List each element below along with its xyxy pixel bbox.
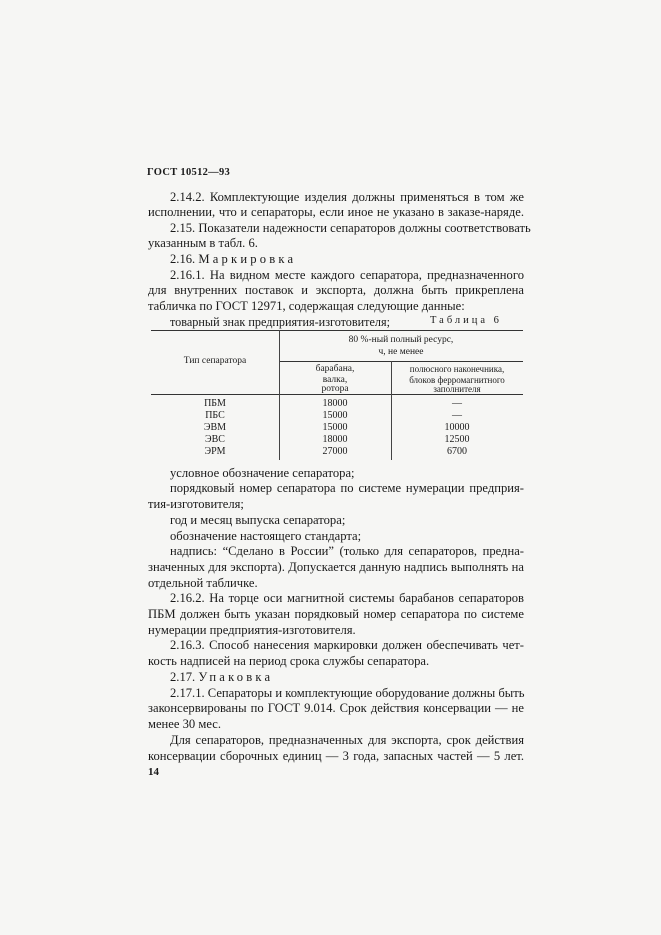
col-header-b-line-1: полюсного наконечника, [409, 364, 505, 374]
row-1-value-a: 18000 [322, 398, 348, 409]
table-caption: Таблица 6 [430, 315, 502, 326]
clause-2-17-1-line-3: менее 30 мес. [148, 717, 221, 731]
list-item-serial-line-1: порядковый номер сепаратора по системе нумерации предприя- [170, 481, 524, 495]
row-4-type: ЭВС [205, 434, 225, 445]
table-group-divider [279, 361, 523, 362]
list-item-inscription-line-3: отдельной табличке. [148, 576, 258, 590]
section-2-17-title: Упаковка [198, 670, 274, 684]
col-header-a-line-1: барабана, [315, 364, 355, 374]
table-top-border [151, 330, 523, 331]
clause-2-17-1-line-1: 2.17.1. Сепараторы и комплектующие оборудование должны быть [170, 686, 525, 700]
list-item-standard: обозначение настоящего стандарта; [170, 529, 362, 543]
col-header-b-line-2: блоков ферромагнитного [409, 375, 505, 385]
clause-2-16-2-line-2: ПБМ должен быть указан порядковый номер сепаратора по системе [148, 607, 524, 621]
list-item-designation: условное обозначение сепаратора; [170, 466, 355, 480]
clause-2-16-1-line-2: для внутренних поставок и экспорта, должна быть прикреплена [148, 283, 524, 297]
row-3-value-a: 15000 [322, 422, 348, 433]
list-item-date: год и месяц выпуска сепаратора; [170, 513, 346, 527]
section-2-17-heading [170, 670, 524, 685]
clause-2-15-line-2: указанным в табл. 6. [148, 236, 258, 250]
row-2-type: ПБС [205, 410, 225, 421]
page-number: 14 [148, 766, 159, 778]
list-item-trademark: товарный знак предприятия-изготовителя; [170, 315, 390, 329]
export-clause-line-2: консервации сборочных единиц — 3 года, запасных частей — 5 лет. [148, 749, 524, 763]
clause-2-16-1-line-3: табличка по ГОСТ 12971, содержащая следующие данные: [148, 299, 465, 313]
list-item-inscription-line-1: надпись: “Сделано в России” (только для сепараторов, предна- [170, 544, 524, 558]
col-header-a-line-3: ротора [321, 384, 349, 394]
row-2-value-b: — [452, 410, 462, 421]
section-2-17-number: 2.17. [170, 670, 196, 684]
clause-2-16-2-line-3: нумерации предприятия-изготовителя. [148, 623, 356, 637]
clause-2-16-2-line-1: 2.16.2. На торце оси магнитной системы барабанов сепараторов [170, 591, 524, 605]
section-2-16-title: Маркировка [198, 252, 297, 266]
col-header-a-line-2: валка, [322, 375, 348, 385]
col-header-type: Тип сепаратора [183, 356, 247, 366]
row-5-value-b: 6700 [447, 446, 467, 457]
row-1-type: ПБМ [204, 398, 226, 409]
reliability-table [151, 330, 523, 460]
row-3-value-b: 10000 [444, 422, 470, 433]
col-header-b-line-3: заполнителя [433, 384, 481, 394]
table-header-bottom-border [151, 394, 523, 395]
row-2-value-a: 15000 [322, 410, 348, 421]
clause-2-16-1-line-1: 2.16.1. На видном месте каждого сепаратора, предназначенного [170, 268, 524, 282]
row-5-type: ЭРМ [204, 446, 226, 457]
list-item-serial-line-2: тия-изготовителя; [148, 497, 244, 511]
standard-header: ГОСТ 10512—93 [147, 167, 231, 178]
row-4-value-b: 12500 [444, 434, 470, 445]
group-header-line-2: ч, не менее [378, 347, 424, 357]
group-header-line-1: 80 %-ный полный ресурс, [348, 335, 454, 345]
clause-2-14-2-line-1: 2.14.2. Комплектующие изделия должны применяться в том же [170, 190, 524, 204]
row-5-value-a: 27000 [322, 446, 348, 457]
export-clause-line-1: Для сепараторов, предназначенных для экспорта, срок действия [170, 733, 524, 747]
clause-2-14-2-line-2: исполнении, что и сепараторы, если иное не указано в заказе-наряде. [148, 205, 524, 219]
section-2-16-number: 2.16. [170, 252, 196, 266]
clause-2-16-3-line-1: 2.16.3. Способ нанесения маркировки должен обеспечивать чет- [170, 638, 524, 652]
row-4-value-a: 18000 [322, 434, 348, 445]
clause-2-17-1-line-2: законсервированы по ГОСТ 9.014. Срок действия консервации — не [148, 701, 524, 715]
clause-2-15-line-1: 2.15. Показатели надежности сепараторов должны соответствовать [170, 221, 531, 235]
section-2-16-heading [170, 252, 524, 267]
list-item-inscription-line-2: значенных для экспорта). Допускается данную надпись выполнять на [148, 560, 524, 574]
clause-2-16-3-line-2: кость надписей на период срока службы сепаратора. [148, 654, 430, 668]
row-1-value-b: — [452, 398, 462, 409]
row-3-type: ЭВМ [203, 422, 227, 433]
